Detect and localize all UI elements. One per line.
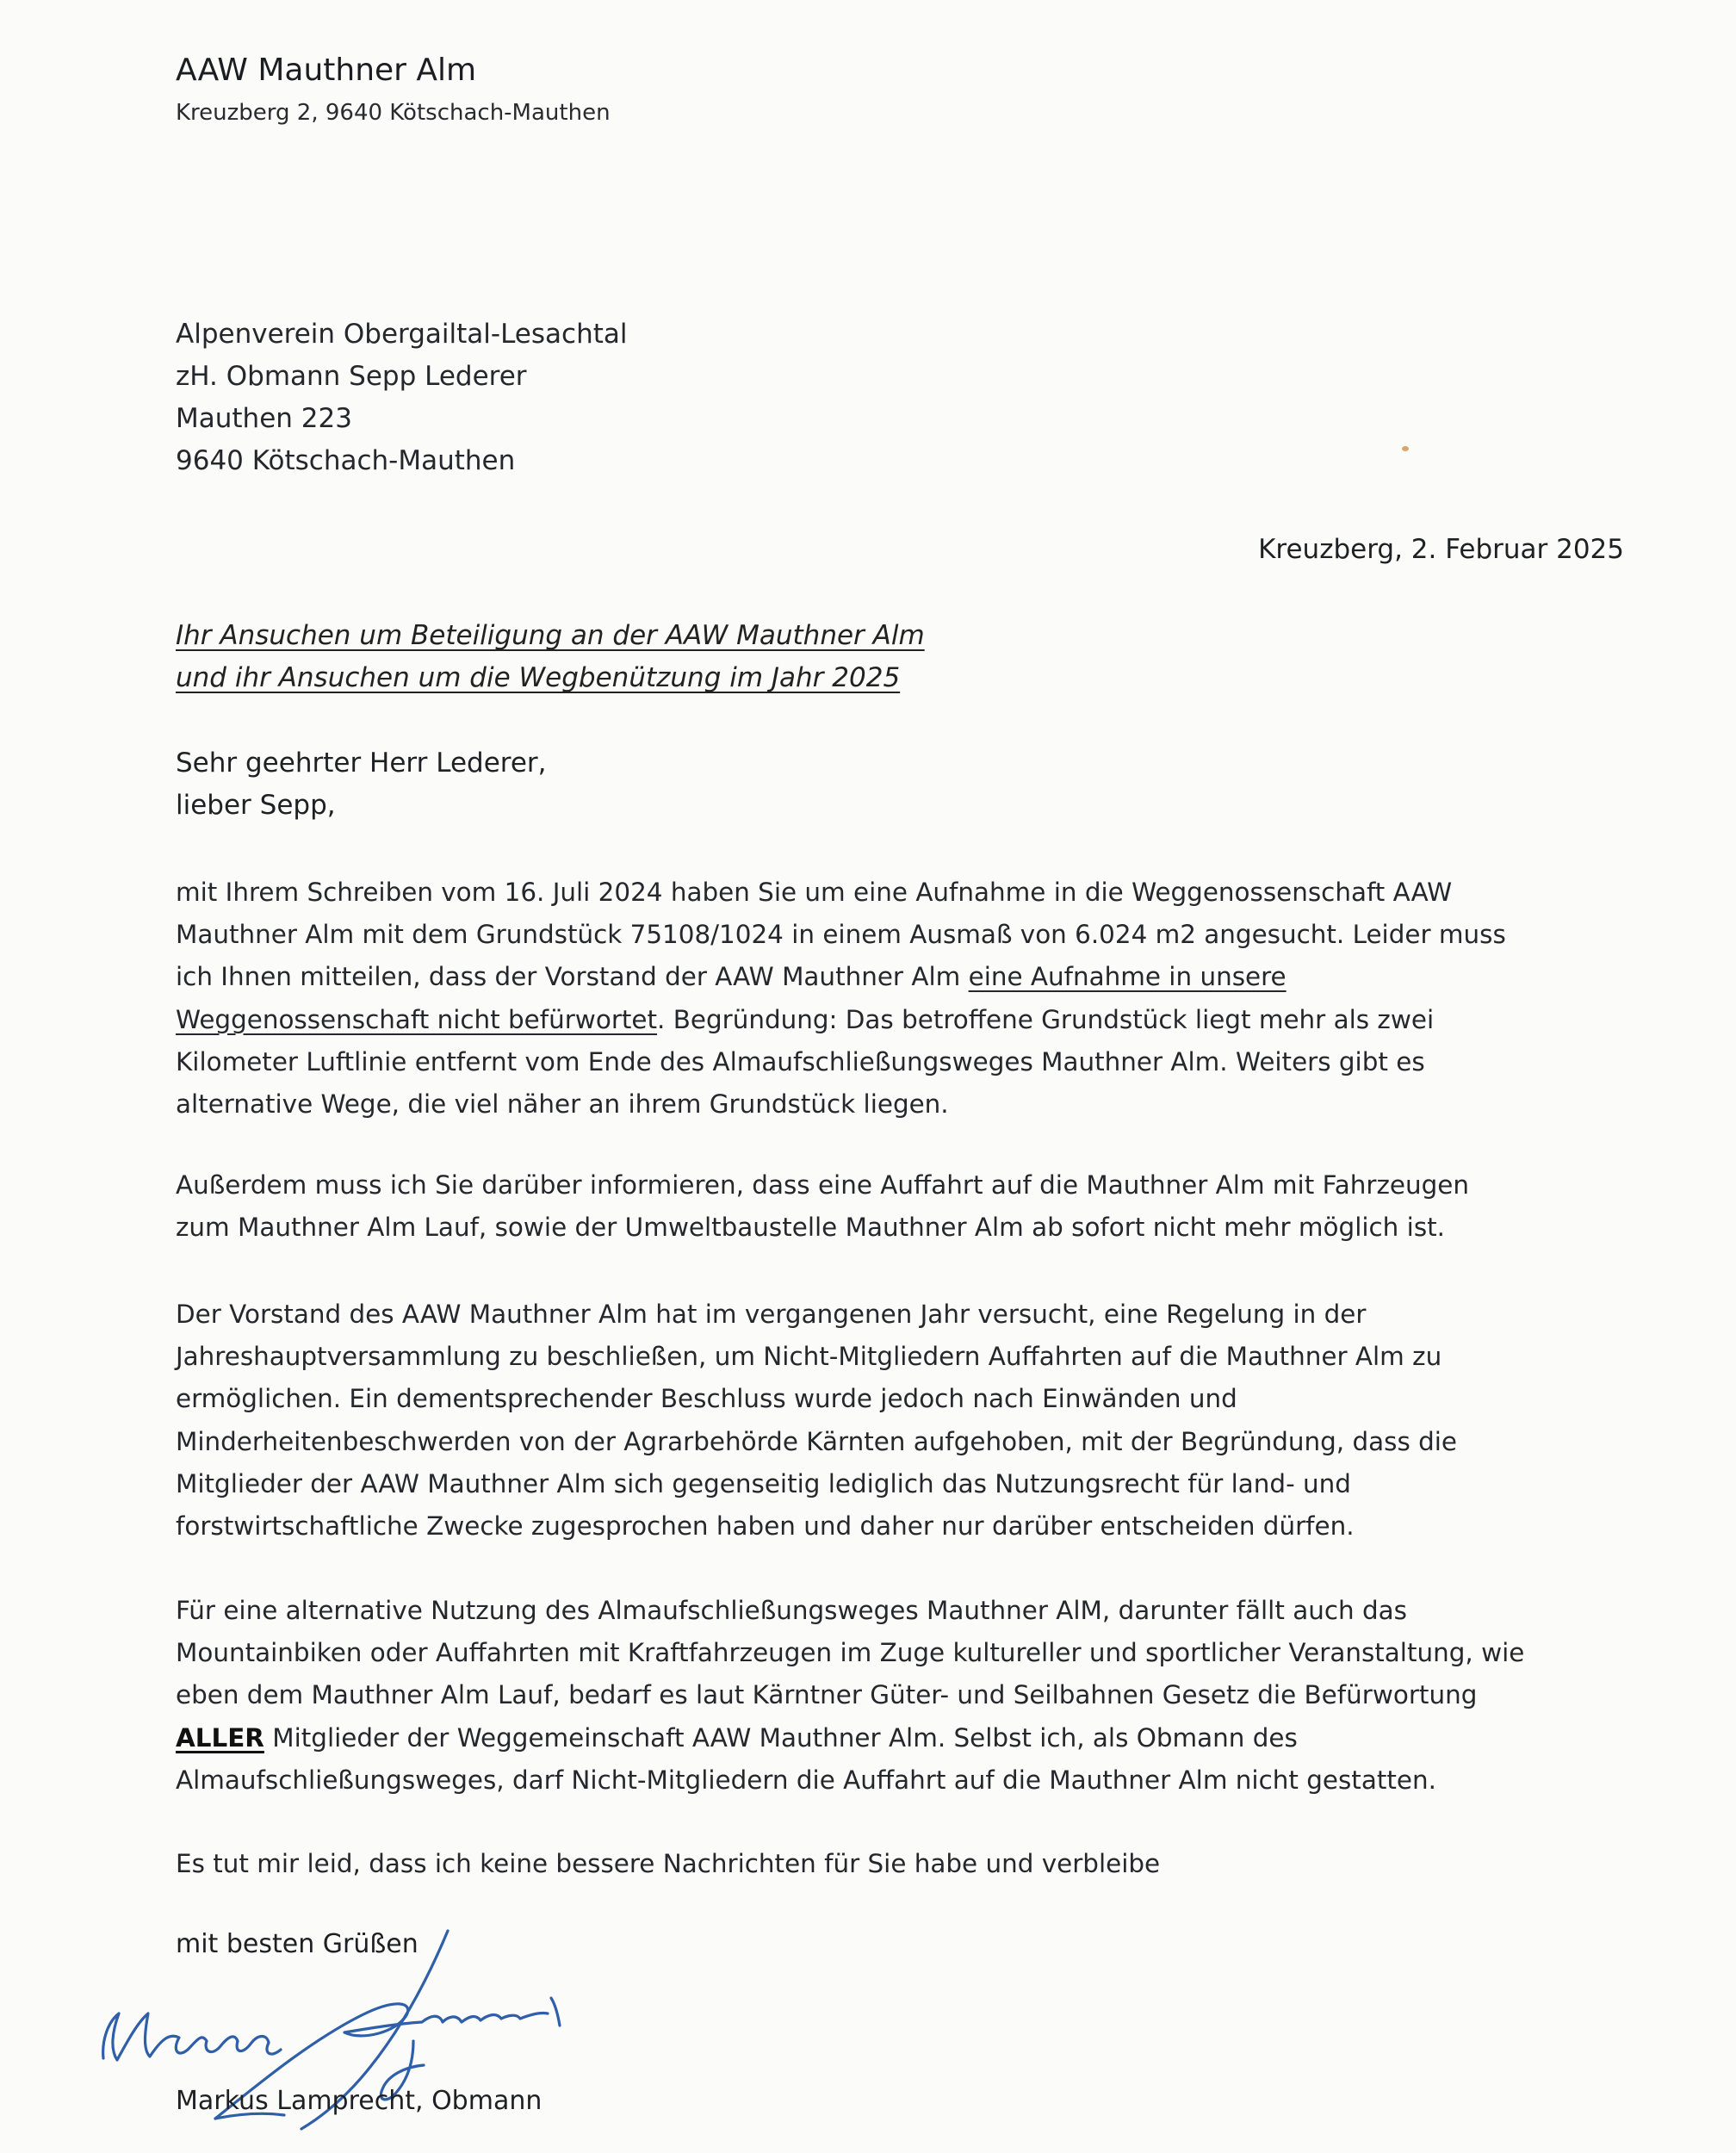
paragraph-text: Mitglieder der Weggemeinschaft AAW Mauthner Alm. Selbst ich, als Obmann des xyxy=(264,1722,1298,1753)
sender-address: Kreuzberg 2, 9640 Kötschach-Mauthen xyxy=(176,100,611,126)
paragraph-line: Mountainbiken oder Auffahrten mit Kraftfahrzeugen im Zuge kultureller und sportlicher Veranstaltung, wie xyxy=(176,1638,1525,1668)
paragraph-line: Jahreshauptversammlung zu beschließen, um Nicht-Mitgliedern Auffahrten auf die Mauthner Alm zu xyxy=(176,1342,1442,1372)
paragraph-line: Kilometer Luftlinie entfernt vom Ende des Almaufschließungsweges Mauthner Alm. Weiters gibt es xyxy=(176,1046,1425,1076)
paragraph-line: Almaufschließungsweges, darf Nicht-Mitgliedern die Auffahrt auf die Mauthner Alm nicht gestatten. xyxy=(176,1765,1436,1795)
signer-name: Markus Lamprecht, Obmann xyxy=(176,2086,542,2116)
salutation-line-2: lieber Sepp, xyxy=(176,790,336,821)
paper-speck xyxy=(1402,446,1409,451)
sender-name: AAW Mauthner Alm xyxy=(176,53,477,88)
recipient-line: zH. Obmann Sepp Lederer xyxy=(176,361,527,392)
paragraph-membership xyxy=(176,872,1631,1126)
underlined-text: eine Aufnahme in unsere xyxy=(968,962,1286,992)
paragraph-line: Es tut mir leid, dass ich keine bessere Nachrichten für Sie habe und verbleibe xyxy=(176,1849,1161,1878)
recipient-address xyxy=(176,313,1631,482)
paragraph-line: Minderheitenbeschwerden von der Agrarbehörde Kärnten aufgehoben, mit der Begründung, dass die xyxy=(176,1426,1458,1456)
closing-phrase: mit besten Grüßen xyxy=(176,1929,418,1959)
paragraph-line: alternative Wege, die viel näher an ihrem Grundstück liegen. xyxy=(176,1089,949,1120)
subject-line xyxy=(176,615,1631,699)
paragraph-line: zum Mauthner Alm Lauf, sowie der Umweltbaustelle Mauthner Alm ab sofort nicht mehr möglich ist. xyxy=(176,1213,1445,1243)
paragraph-access xyxy=(176,1164,1631,1249)
salutation xyxy=(176,742,1631,827)
paragraph-line: Außerdem muss ich Sie darüber informieren, dass eine Auffahrt auf die Mauthner Alm mit Fahrzeugen xyxy=(176,1170,1470,1200)
paragraph-line xyxy=(176,999,1631,1041)
underlined-text: Weggenossenschaft nicht befürwortet xyxy=(176,1004,658,1034)
paragraph-line: forstwirtschaftliche Zwecke zugesprochen haben und daher nur darüber entscheiden dürfen. xyxy=(176,1511,1355,1542)
paragraph-closing-remark xyxy=(176,1843,1631,1885)
paragraph-text: . Begründung: Das betroffene Grundstück liegt mehr als zwei xyxy=(657,1004,1435,1034)
letter-date: Kreuzberg, 2. Februar 2025 xyxy=(1258,534,1624,565)
paragraph-line: Mauthner Alm mit dem Grundstück 75108/1024 in einem Ausmaß von 6.024 m2 angesucht. Leider muss xyxy=(176,920,1506,950)
paragraph-alternative-use xyxy=(176,1590,1631,1802)
recipient-line: 9640 Kötschach-Mauthen xyxy=(176,445,516,476)
paragraph-line: Für eine alternative Nutzung des Almaufschließungsweges Mauthner AlM, darunter fällt auch das xyxy=(176,1596,1407,1625)
emphasis-text: ALLER xyxy=(176,1722,264,1753)
paragraph-line: eben dem Mauthner Alm Lauf, bedarf es laut Kärntner Güter- und Seilbahnen Gesetz die Befürwortung xyxy=(176,1680,1478,1710)
paragraph-line: ermöglichen. Ein dementsprechender Beschluss wurde jedoch nach Einwänden und xyxy=(176,1384,1237,1414)
subject-line-2: und ihr Ansuchen um die Wegbenützung im Jahr 2025 xyxy=(176,662,901,693)
paragraph-line: Der Vorstand des AAW Mauthner Alm hat im vergangenen Jahr versucht, eine Regelung in der xyxy=(176,1300,1367,1329)
paragraph-line xyxy=(176,956,1631,998)
recipient-line: Alpenverein Obergailtal-Lesachtal xyxy=(176,319,628,350)
salutation-line-1: Sehr geehrter Herr Lederer, xyxy=(176,748,547,779)
paragraph-line: Mitglieder der AAW Mauthner Alm sich gegenseitig lediglich das Nutzungsrecht für land- und xyxy=(176,1468,1351,1498)
recipient-line: Mauthen 223 xyxy=(176,403,352,434)
paragraph-line xyxy=(176,1717,1631,1759)
paragraph-text: ich Ihnen mitteilen, dass der Vorstand der AAW Mauthner Alm xyxy=(176,962,969,992)
paragraph-line: mit Ihrem Schreiben vom 16. Juli 2024 haben Sie um eine Aufnahme in die Weggenossenschaft AAW xyxy=(176,878,1453,907)
paragraph-board-decision xyxy=(176,1294,1631,1548)
subject-line-1: Ihr Ansuchen um Beteiligung an der AAW Mauthner Alm xyxy=(176,620,925,651)
